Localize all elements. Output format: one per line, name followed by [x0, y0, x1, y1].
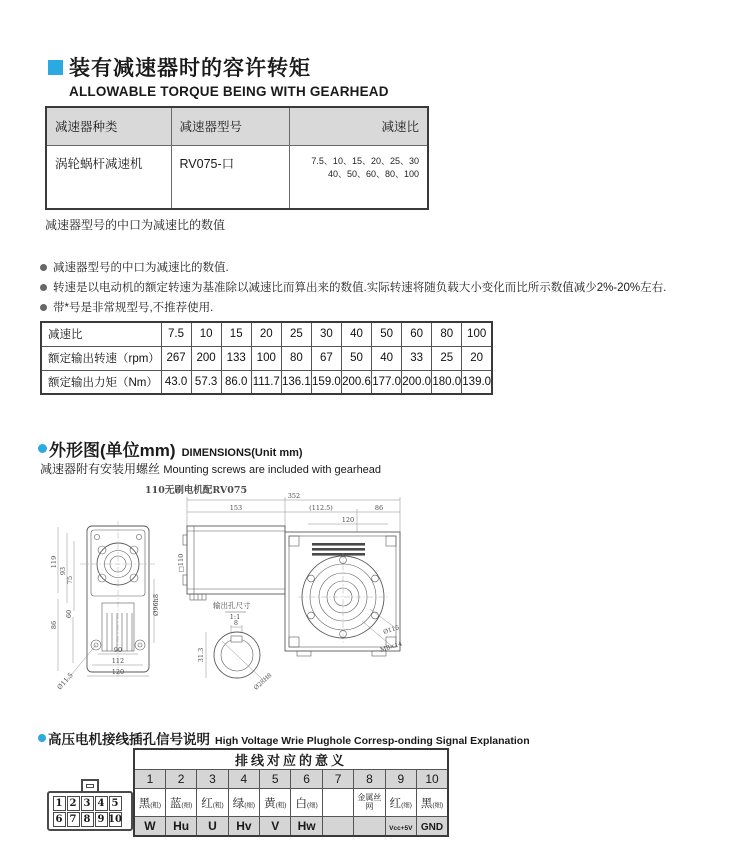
cell-value: 159.0 [311, 370, 341, 394]
cell-value: 20 [462, 346, 492, 370]
table-row [41, 322, 492, 346]
wiring-title-en: High Voltage Wrie Plughole Corresp-onding Signal Explanation [215, 735, 530, 747]
pin-number: 7 [322, 770, 353, 789]
col-header-type: 减速器种类 [46, 107, 171, 145]
dim-112: 112 [111, 657, 125, 665]
cell-value: 57.3 [191, 370, 221, 394]
connector-pin: 9 [95, 812, 108, 827]
signal-label: GND [417, 817, 448, 836]
notes-list [40, 261, 720, 321]
row-label: 额定输出转速（rpm） [41, 346, 161, 370]
list-item [40, 261, 720, 276]
signal-label: Hu [165, 817, 196, 836]
dim-86-top: 86 [374, 504, 384, 512]
cell-value: 139.0 [462, 370, 492, 394]
bullet-icon [40, 304, 47, 311]
table-row [41, 370, 492, 394]
dim-8: 8 [233, 619, 239, 627]
note-text: 转速是以电动机的额定转速为基准除以减速比而算出来的数值.实际转速将随负载大小变化而比所示数值减少2%-20%左右. [53, 281, 667, 294]
wire-color: 绿(细) [228, 789, 259, 817]
wire-color: 白(细) [291, 789, 322, 817]
wire-color: 金属丝网 [354, 789, 385, 817]
cell-value: 25 [281, 322, 311, 346]
dim-75: 75 [66, 575, 74, 585]
dim-90: 90 [113, 646, 123, 654]
cell-value: 25 [432, 346, 462, 370]
cell-value: 111.7 [251, 370, 281, 394]
connector-pin: 6 [53, 812, 66, 827]
front-view [50, 521, 160, 691]
wire-color: 蓝(细) [165, 789, 196, 817]
section-bullet-icon [38, 444, 47, 453]
cell-value: 7.5 [161, 322, 191, 346]
cell-value: 43.0 [161, 370, 191, 394]
wire-color: 黑(细) [417, 789, 448, 817]
connector-pin: 8 [81, 812, 94, 827]
dim-110: □110 [177, 553, 185, 573]
cell-value: 200.6 [341, 370, 371, 394]
pin-number: 3 [197, 770, 228, 789]
table-row [41, 346, 492, 370]
pin-number: 10 [417, 770, 448, 789]
note-text: 带*号是非常规型号,不推荐使用. [53, 301, 214, 314]
cell-value: 200 [191, 346, 221, 370]
pin-number: 1 [134, 770, 165, 789]
cell-gearhead-ratios [289, 145, 428, 209]
row-label: 额定输出力矩（Nm） [41, 370, 161, 394]
cell-value: 67 [311, 346, 341, 370]
cell-value: 20 [251, 322, 281, 346]
wiring-section-header [38, 728, 530, 748]
dim-120-bottom: 120 [111, 668, 125, 676]
cell-value: 10 [191, 322, 221, 346]
drawing-title: 110无刷电机配RV075 [145, 485, 248, 496]
cell-value: 100 [462, 322, 492, 346]
dim-112-5: (112.5) [309, 504, 333, 512]
connector-pin: 5 [109, 796, 122, 811]
dim-93: 93 [59, 566, 67, 576]
wire-color: 红(粗) [197, 789, 228, 817]
pin-number: 5 [260, 770, 291, 789]
connector-body [47, 791, 133, 831]
side-view [177, 492, 403, 656]
drawing-svg [50, 483, 410, 721]
section-bullet-icon [38, 734, 46, 742]
dimensions-section-header [38, 436, 303, 461]
cell-value: 80 [432, 322, 462, 346]
pin-number-row [134, 770, 448, 789]
cell-value: 177.0 [372, 370, 402, 394]
connector-pin: 10 [108, 813, 122, 825]
table-row [46, 145, 428, 209]
signal-label: V [260, 817, 291, 836]
page-title-cn: 装有减速器时的容许转矩 [69, 57, 311, 80]
output-hole-detail [197, 600, 274, 692]
connector-pin: 2 [67, 796, 80, 811]
page-title-block [48, 52, 389, 99]
connector-pin: 1 [53, 796, 66, 811]
cell-gearhead-model: RV075-口 [171, 145, 289, 209]
connector-plug-icon [47, 779, 133, 831]
col-header-ratio: 减速比 [289, 107, 428, 145]
cell-value: 80 [281, 346, 311, 370]
cell-value: 30 [311, 322, 341, 346]
page-title-en: ALLOWABLE TORQUE BEING WITH GEARHEAD [69, 84, 389, 99]
title-square-icon [48, 60, 63, 75]
ratio-line-2: 40、50、60、80、100 [327, 169, 419, 179]
dim-11-5: Ø11.5 [55, 671, 75, 692]
dimensions-subtitle-cn: 减速器附有安装用螺丝 [40, 462, 161, 476]
cell-gearhead-type: 涡轮蜗杆减速机 [46, 145, 171, 209]
dimensions-subtitle [40, 460, 381, 477]
cell-value: 15 [221, 322, 251, 346]
dim-60: 60 [65, 609, 73, 619]
dim-m8x14: M8×14 [379, 640, 404, 654]
wire-color: 黑(粗) [134, 789, 165, 817]
dim-153: 153 [229, 504, 243, 512]
cell-value: 86.0 [221, 370, 251, 394]
dim-31-3: 31.3 [197, 647, 205, 663]
signal-label: Hw [291, 817, 322, 836]
wiring-table [133, 748, 449, 837]
connector-pin: 4 [95, 796, 108, 811]
note-text: 减速器型号的中口为减速比的数值. [53, 262, 229, 274]
pin-number: 2 [165, 770, 196, 789]
output-hole-scale: 1:1 [229, 613, 241, 621]
cell-value: 60 [402, 322, 432, 346]
signal-label: Hv [228, 817, 259, 836]
connector-pin: 3 [81, 796, 94, 811]
signal-label [354, 817, 385, 836]
cell-value: 267 [161, 346, 191, 370]
dim-115: Ø115 [382, 624, 401, 636]
dim-28h8: Ø28H8 [252, 671, 274, 692]
pin-number: 9 [385, 770, 416, 789]
wiring-title-cn: 高压电机接线插孔信号说明 [48, 732, 210, 747]
row-label: 减速比 [41, 322, 161, 346]
dimensions-title-en: DIMENSIONS(Unit mm) [181, 447, 303, 459]
signal-label: W [134, 817, 165, 836]
dim-86: 86 [50, 620, 58, 630]
dim-119: 119 [50, 555, 58, 569]
cell-value: 33 [402, 346, 432, 370]
connector-pin: 7 [67, 812, 80, 827]
pin-number: 8 [354, 770, 385, 789]
signal-row [134, 817, 448, 836]
list-item [40, 281, 720, 296]
dim-352: 352 [287, 492, 301, 500]
cell-value: 133 [221, 346, 251, 370]
dimension-drawing [50, 483, 410, 721]
ratio-line-1: 7.5、10、15、20、25、30 [311, 155, 419, 166]
connector-tab [81, 779, 99, 791]
gearhead-table-note: 减速器型号的中口为减速比的数值 [45, 218, 226, 232]
col-header-model: 减速器型号 [171, 107, 289, 145]
signal-label [322, 817, 353, 836]
cell-value: 100 [251, 346, 281, 370]
output-hole-label: 输出孔尺寸 [213, 601, 251, 610]
wire-color: 红(细) [385, 789, 416, 817]
bullet-icon [40, 284, 47, 291]
dimensions-title-cn: 外形图(单位mm) [49, 441, 176, 460]
cell-value: 40 [372, 346, 402, 370]
wiring-table-title: 排线对应的意义 [134, 749, 448, 770]
bullet-icon [40, 264, 47, 271]
wire-color-row [134, 789, 448, 817]
ratio-speed-torque-table [40, 321, 493, 395]
cell-value: 50 [372, 322, 402, 346]
wire-color: 黄(粗) [260, 789, 291, 817]
signal-label: Vcc+5V [385, 817, 416, 836]
signal-label: U [197, 817, 228, 836]
cell-value: 136.1 [281, 370, 311, 394]
cell-value: 200.0 [402, 370, 432, 394]
cell-value: 180.0 [432, 370, 462, 394]
dim-96h8: Ø96h8 [152, 594, 160, 616]
pin-number: 4 [228, 770, 259, 789]
dim-120-top: 120 [341, 516, 355, 524]
list-item [40, 301, 720, 316]
wire-color [322, 789, 353, 817]
gearhead-spec-table [45, 106, 429, 210]
dimensions-subtitle-en: Mounting screws are included with gearhead [163, 464, 382, 476]
pin-number: 6 [291, 770, 322, 789]
cell-value: 40 [341, 322, 371, 346]
cell-value: 50 [341, 346, 371, 370]
